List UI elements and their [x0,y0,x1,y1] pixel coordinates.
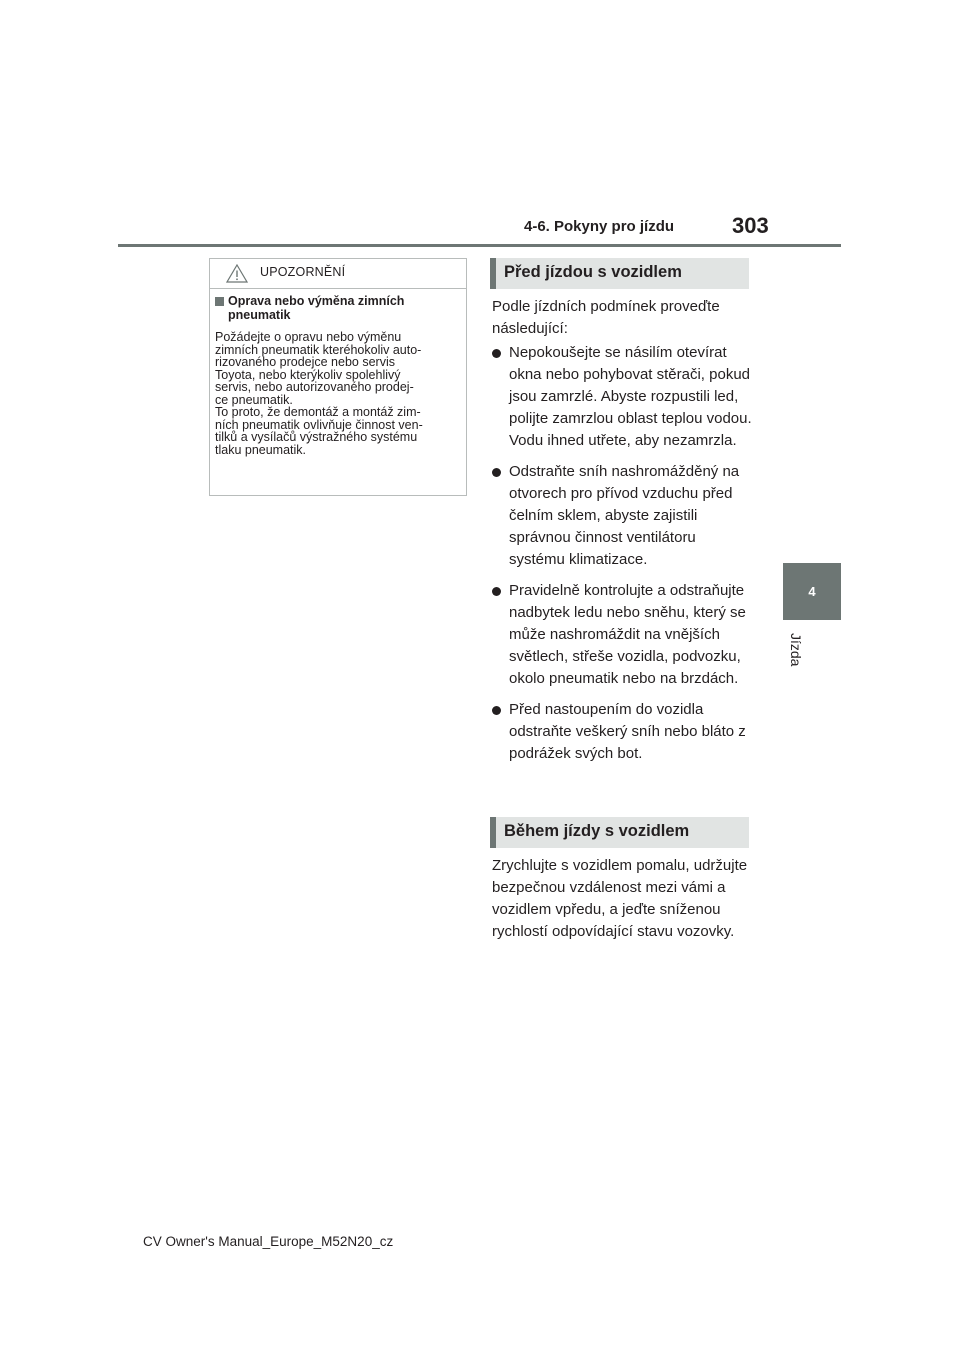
caution-line: ních pneumatik ovlivňuje činnost ven- [215,417,423,432]
square-bullet-icon [215,297,224,306]
list-item [492,461,754,571]
list-item-text: Odstraňte sníh nashromážděný na otvorech pro přívod vzduchu před čelním sklem, abyste zajistili správnou činnost ventilátoru systému klimatizace. [509,463,740,568]
before-driving-list [492,342,754,774]
list-item [492,699,754,765]
chapter-number: 4 [808,584,816,599]
section-header: 4-6. Pokyny pro jízdu [524,218,675,235]
list-item-text: Před nastoupením do vozidla odstraňte veškerý sníh nebo bláto z podrážek svých bot. [509,701,746,762]
section-heading-before-driving: Před jízdou s vozidlem [490,258,749,289]
header-rule [118,244,841,247]
chapter-label: Jízda [788,633,804,667]
caution-line: Toyota, nebo kterýkoliv spolehlivý [215,367,401,382]
warning-triangle-icon [226,264,248,283]
list-item-text: Nepokoušejte se násilím otevírat okna nebo pohybovat stěrači, pokud jsou zamrzlé. Abyste rozpustili led, polijte zamrzlou oblast teplou vodou. Vodu ihned utřete, aby nezamrzla. [509,344,752,449]
caution-text [215,331,456,456]
caution-line: zimních pneumatik kteréhokoliv auto- [215,342,422,357]
bullet-dot-icon [492,587,501,596]
caution-line: servis, nebo autorizovaného prodej- [215,380,414,394]
caution-line: Požádejte o opravu nebo výměnu [215,330,402,344]
before-driving-intro: Podle jízdních podmínek proveďte následující: [492,298,720,337]
caution-line: tilků a vysílačů výstražného systému [215,430,418,444]
page-number: 303 [732,213,769,238]
while-driving-text: Zrychlujte s vozidlem pomalu, udržujte bezpečnou vzdálenost mezi vámi a vozidlem vpředu, a jeďte sníženou rychlostí odpovídající stavu vozovky. [492,857,748,940]
caution-box [209,258,467,496]
caution-subheading [215,294,456,322]
section-heading-while-driving: Během jízdy s vozidlem [490,817,749,848]
list-item [492,580,754,690]
caution-subheading-text: Oprava nebo výměna zimních pneumatik [228,294,405,322]
caution-line: rizovaného prodejce nebo servis [215,355,395,369]
caution-title: UPOZORNĚNÍ [260,265,346,279]
list-item [492,342,754,452]
chapter-tab [783,563,841,620]
list-item-text: Pravidelně kontrolujte a odstraňujte nadbytek ledu nebo sněhu, který se může nashromáždit na vnějších světlech, střeše vozidla, podvozku, okolo pneumatik nebo na brzdách. [509,582,746,687]
bullet-dot-icon [492,349,501,358]
caution-body [210,289,466,456]
footer-manual-id: CV Owner's Manual_Europe_M52N20_cz [143,1234,394,1249]
bullet-dot-icon [492,468,501,477]
bullet-dot-icon [492,706,501,715]
caution-line: To proto, že demontáž a montáž zim- [215,405,421,419]
caution-line: ce pneumatik. [215,392,293,407]
caution-line: tlaku pneumatik. [215,442,307,457]
caution-header [210,259,466,289]
